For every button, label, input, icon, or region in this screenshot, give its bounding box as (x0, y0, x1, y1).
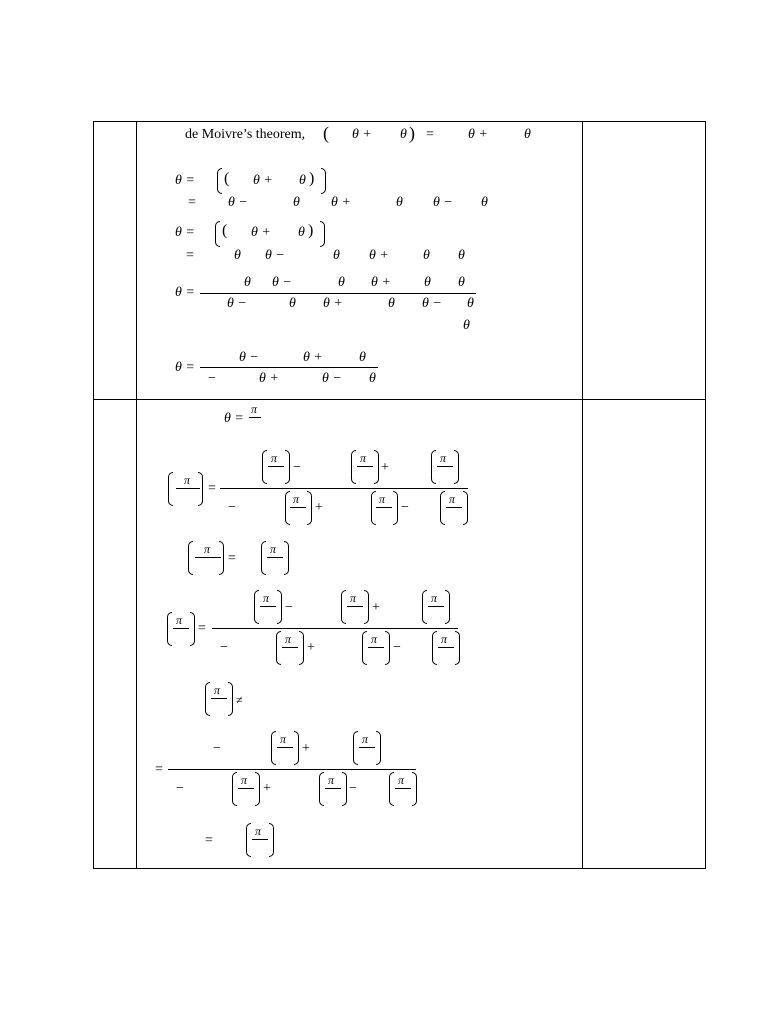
paren-left (362, 631, 367, 665)
fraction-bar (195, 557, 221, 558)
paren-right (228, 682, 233, 716)
theta-plus: θ + (259, 371, 279, 386)
fraction-bar (260, 606, 276, 607)
theta: θ (400, 127, 407, 142)
paren-left (205, 682, 210, 716)
paren-left (276, 631, 281, 665)
fraction-bar (277, 747, 293, 748)
pi-symbol: π (398, 773, 405, 787)
theta-plus: θ + (331, 195, 351, 210)
theta-minus: θ − (272, 275, 292, 290)
paren-right (455, 631, 460, 665)
fraction-bar (200, 367, 378, 368)
theta-minus: θ − (228, 195, 248, 210)
plus: + (381, 460, 389, 475)
minus: − (213, 741, 221, 756)
theta-plus: θ + (251, 225, 271, 240)
plus: + (315, 500, 323, 515)
pi-symbol: π (362, 732, 369, 746)
paren-left (254, 590, 259, 624)
paren-left (389, 772, 394, 806)
fraction-bar (347, 606, 363, 607)
theta-plus: θ + (468, 127, 488, 142)
paren-left (168, 472, 173, 506)
paren-right (294, 731, 299, 765)
theta-eq: θ = (224, 411, 244, 426)
paren-left (261, 541, 266, 575)
paren-left (431, 450, 436, 484)
theta-minus: θ − (422, 296, 442, 311)
theta: θ (333, 248, 340, 263)
equals: = (188, 195, 196, 210)
fraction-bar (282, 647, 298, 648)
paren-left (271, 731, 276, 765)
paren-left (246, 823, 251, 857)
column-divider-2 (582, 122, 583, 868)
paren-right (284, 541, 289, 575)
theta: θ (396, 195, 403, 210)
theta-eq: θ = (175, 225, 195, 240)
equals: = (186, 248, 194, 263)
paren-right (190, 612, 195, 646)
fraction-bar (446, 507, 462, 508)
pi-symbol: π (214, 683, 221, 697)
theta: θ (458, 275, 465, 290)
fraction-bar (376, 507, 392, 508)
paren-right (376, 731, 381, 765)
paren-close: ) (308, 222, 314, 239)
equals: = (198, 621, 206, 636)
theta-plus: θ + (253, 173, 273, 188)
pi-symbol: π (440, 451, 447, 465)
paren-right (320, 221, 325, 247)
paren-right (277, 590, 282, 624)
paren-right (255, 772, 260, 806)
plus: + (263, 781, 271, 796)
equals: = (208, 481, 216, 496)
paren-right (412, 772, 417, 806)
theta-eq: θ = (175, 285, 195, 300)
minus: − (208, 371, 216, 386)
paren-close: ) (409, 123, 415, 143)
pi-symbol: π (328, 773, 335, 787)
paren-left (232, 772, 237, 806)
fraction-bar (290, 507, 306, 508)
paren-open: ( (323, 123, 329, 143)
row-divider (94, 399, 705, 400)
paren-left (215, 221, 220, 247)
minus: − (349, 781, 357, 796)
theta-plus: θ + (371, 275, 391, 290)
paren-left (262, 450, 267, 484)
fraction-bar (325, 788, 341, 789)
minus: − (228, 500, 236, 515)
fraction-bar (238, 788, 254, 789)
pi-symbol: π (255, 824, 262, 838)
equals: = (205, 833, 213, 848)
intro-text: de Moivre’s theorem, (185, 127, 306, 142)
paren-left (188, 541, 193, 575)
fraction-bar (249, 417, 261, 418)
equals: = (426, 127, 434, 142)
theta: θ (244, 275, 251, 290)
paren-left (351, 450, 356, 484)
column-divider-1 (136, 122, 137, 868)
fraction-bar (368, 647, 384, 648)
paren-right (342, 772, 347, 806)
theta: θ (359, 350, 366, 365)
paren-right (364, 590, 369, 624)
paren-right (219, 541, 224, 575)
fraction-bar (200, 293, 476, 294)
paren-left (440, 491, 445, 525)
fraction-bar (438, 647, 454, 648)
pi-symbol: π (271, 451, 278, 465)
paren-left (217, 168, 222, 194)
paren-right (463, 491, 468, 525)
theta: θ (338, 275, 345, 290)
pi-symbol: π (176, 613, 183, 627)
pi-symbol: π (270, 542, 277, 556)
paren-left (432, 631, 437, 665)
theta: θ (524, 127, 531, 142)
plus: + (372, 600, 380, 615)
minus: − (176, 781, 184, 796)
pi-symbol: π (350, 591, 357, 605)
paren-left (319, 772, 324, 806)
pi-symbol: π (431, 591, 438, 605)
paren-right (299, 631, 304, 665)
theta: θ (467, 296, 474, 311)
minus: − (401, 500, 409, 515)
paren-left (285, 491, 290, 525)
pi-symbol: π (241, 773, 248, 787)
theta-eq: θ = (175, 173, 195, 188)
theta: θ (481, 195, 488, 210)
plus: + (307, 640, 315, 655)
paren-right (198, 472, 203, 506)
paren-right (321, 168, 326, 194)
paren-open: ( (222, 222, 228, 239)
not-equal: ≠ (236, 693, 243, 707)
theta: θ (463, 318, 470, 333)
theta: θ (234, 248, 241, 263)
plus: + (302, 741, 310, 756)
pi-symbol: π (449, 492, 456, 506)
paren-open: ( (224, 170, 230, 187)
paren-left (353, 731, 358, 765)
equals: = (155, 762, 163, 777)
fraction-bar (252, 839, 268, 840)
pi-symbol: π (280, 732, 287, 746)
pi-symbol: π (251, 402, 258, 416)
paren-right (269, 823, 274, 857)
theta: θ (293, 195, 300, 210)
theta: θ (423, 248, 430, 263)
pi-symbol: π (293, 492, 300, 506)
theta-eq: θ = (175, 360, 195, 375)
theta: θ (424, 275, 431, 290)
fraction-bar (437, 466, 453, 467)
pi-symbol: π (285, 632, 292, 646)
minus: − (285, 600, 293, 615)
pi-symbol: π (263, 591, 270, 605)
fraction-bar (359, 747, 375, 748)
fraction-bar (173, 628, 189, 629)
paren-left (422, 590, 427, 624)
theta-minus: θ − (227, 296, 247, 311)
pi-symbol: π (360, 451, 367, 465)
theta-minus: θ − (265, 248, 285, 263)
paren-close: ) (309, 170, 315, 187)
theta: θ (299, 173, 306, 188)
fraction-bar (212, 628, 458, 629)
theta-plus: θ + (369, 248, 389, 263)
theta-minus: θ − (322, 371, 342, 386)
fraction-bar (176, 488, 200, 489)
theta-minus: θ − (433, 195, 453, 210)
paren-left (371, 491, 376, 525)
fraction-bar (357, 466, 373, 467)
minus: − (293, 460, 301, 475)
paren-right (393, 491, 398, 525)
fraction-bar (268, 466, 284, 467)
paren-left (167, 612, 172, 646)
theta-plus: θ + (352, 127, 372, 142)
theta-minus: θ − (239, 350, 259, 365)
pi-symbol: π (204, 542, 211, 556)
fraction-bar (428, 606, 444, 607)
equals: = (228, 551, 236, 566)
paren-right (307, 491, 312, 525)
paren-right (374, 450, 379, 484)
theta: θ (458, 248, 465, 263)
paren-right (385, 631, 390, 665)
paren-right (445, 590, 450, 624)
minus: − (393, 640, 401, 655)
fraction-bar (211, 698, 227, 699)
paren-right (285, 450, 290, 484)
pi-symbol: π (184, 473, 191, 487)
pi-symbol: π (379, 492, 386, 506)
pi-symbol: π (371, 632, 378, 646)
fraction-bar (220, 488, 468, 489)
theta-plus: θ + (323, 296, 343, 311)
fraction-bar (267, 557, 283, 558)
theta: θ (298, 225, 305, 240)
theta-plus: θ + (303, 350, 323, 365)
paren-left (341, 590, 346, 624)
pi-symbol: π (441, 632, 448, 646)
theta: θ (289, 296, 296, 311)
fraction-bar (168, 769, 416, 770)
fraction-bar (395, 788, 411, 789)
minus: − (220, 640, 228, 655)
paren-right (454, 450, 459, 484)
theta: θ (388, 296, 395, 311)
theta: θ (369, 371, 376, 386)
